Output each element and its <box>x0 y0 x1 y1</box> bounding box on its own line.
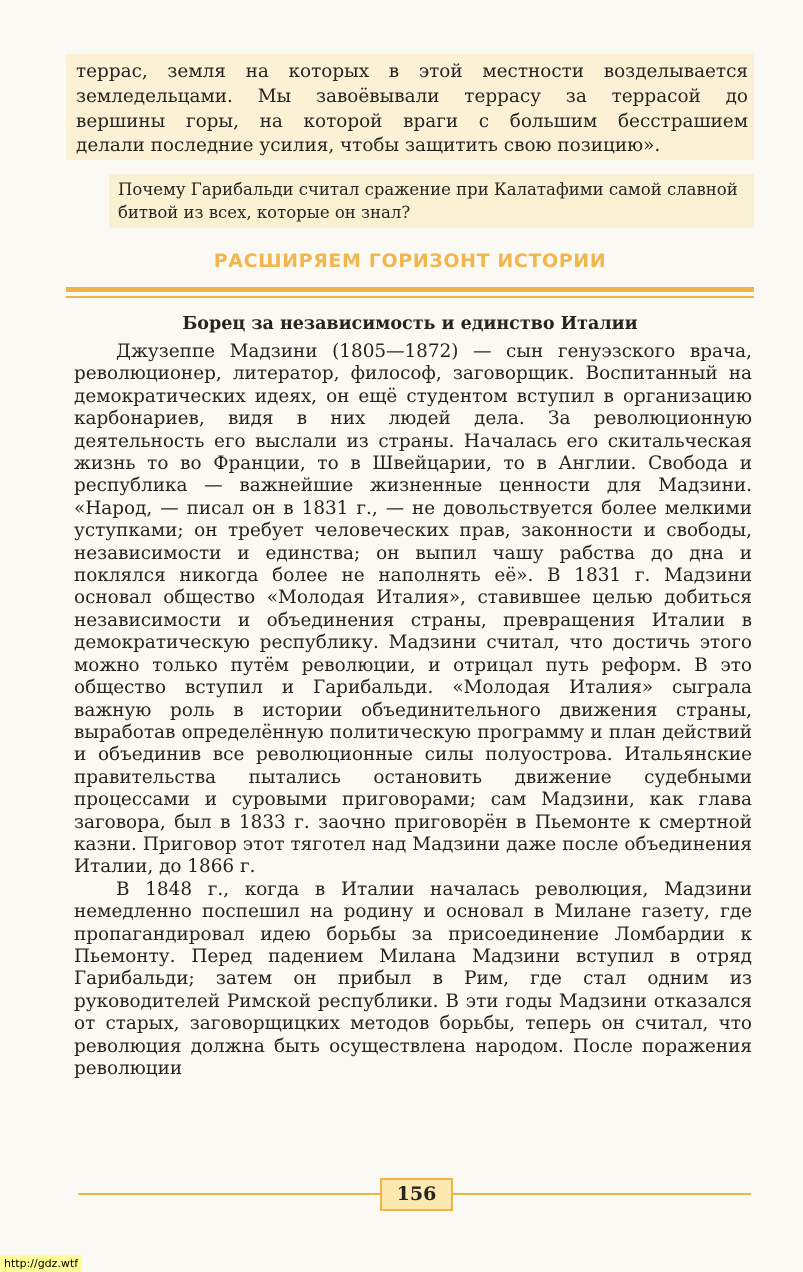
article-title: Борец за независимость и единство Италии <box>182 314 638 334</box>
section-heading: РАСШИРЯЕМ ГОРИЗОНТ ИСТОРИИ <box>213 250 607 272</box>
quote-line: земледельцами. Мы завоёвывали террасу за террасой до <box>76 85 748 107</box>
article-paragraph: В 1848 г., когда в Италии началась революция, Мадзини немедленно поспешил на родину и основал в Милане газету, где пропагандировал идею борьбы за присоединение Ломбардии к Пьемонту. Перед падением Милана Мадзини вступил в отряд Гарибальди; затем он прибыл в Рим, где стал одним из руководителей Римской республики. В эти годы Мадзини отказался от старых, заговорщицких методов борьбы, теперь он считал, что революция должна быть осуществлена народом. После поражения революции <box>74 878 752 1079</box>
quote-line: делали последние усилия, чтобы защитить свою позицию». <box>76 135 661 157</box>
heading-rule-thick <box>66 287 754 292</box>
article-body <box>74 341 752 1080</box>
quote-block <box>76 60 748 159</box>
page-number: 156 <box>380 1178 453 1211</box>
article-paragraph: Джузеппе Мадзини (1805—1872) — сын генуэзского врача, революционер, литератор, философ, заговорщик. Воспитанный на демократических идеях, он ещё студентом вступил в организацию карбонариев, видя в них людей дела. За революционную деятельность его выслали из страны. Началась его скитальческая жизнь то во Франции, то в Швейцарии, то в Англии. Свобода и республика — важнейшие жизненные ценности для Мадзини. «Народ, — писал он в 1831 г., — не довольствуется более мелкими уступками; он требует человеческих прав, законности и свободы, независимости и единства; он выпил чашу рабства до дна и поклялся никогда более не наполнять её». В 1831 г. Мадзини основал общество «Молодая Италия», ставившее целью добиться независимости и объединения страны, превращения Италии в демократическую республику. Мадзини считал, что достичь этого можно только путём революции, и отрицал путь реформ. В это общество вступил и Гарибальди. «Молодая Италия» сыграла важную роль в истории объединительного движения страны, выработав определённую политическую программу и план действий и объединив все революционные силы полуострова. Итальянские правительства пытались остановить движение судебными процессами и суровыми приговорами; сам Мадзини, как глава заговора, был в 1833 г. заочно приговорён в Пьемонте к смертной казни. Приговор этот тяготел над Мадзини даже после объединения Италии, до 1866 г. <box>74 341 752 878</box>
heading-rule-thin <box>66 296 754 298</box>
quote-line: вершины горы, на которой враги с большим бесстрашием <box>76 110 748 132</box>
footer-rule-left <box>78 1193 380 1195</box>
quote-line: террас, земля на которых в этой местности возделывается <box>76 61 748 82</box>
watermark-link[interactable]: http://gdz.wtf <box>0 1255 82 1272</box>
question-text: Почему Гарибальди считал сражение при Калатафими самой славной битвой из всех, которые он знал? <box>118 180 738 222</box>
footer-rule-right <box>453 1193 751 1195</box>
